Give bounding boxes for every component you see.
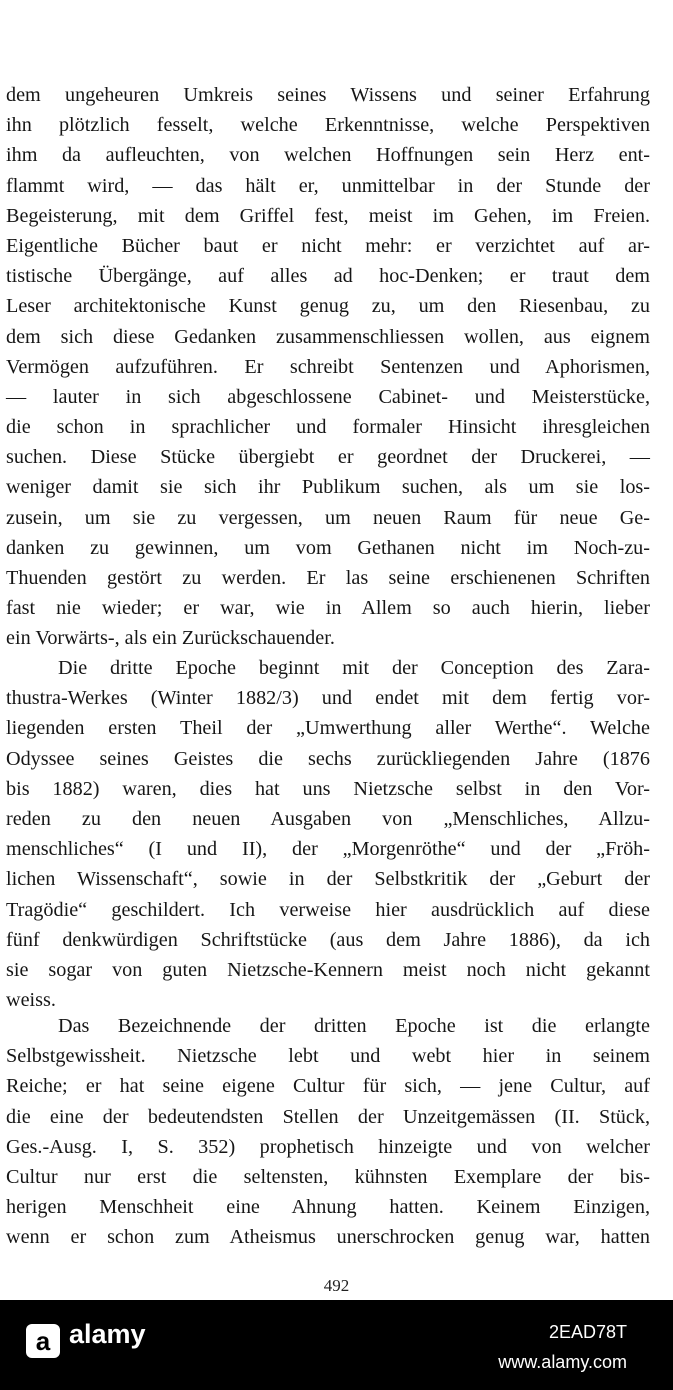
text-line: Vermögen aufzuführen. Er schreibt Sentenzen und Aphorismen, <box>6 355 650 378</box>
text-line: lichen Wissenschaft“, sowie in der Selbstkritik der „Geburt der <box>6 868 650 891</box>
stock-watermark-bar <box>0 1300 673 1390</box>
paragraph-1 <box>6 80 650 654</box>
text-line: menschliches“ (I und II), der „Morgenröthe“ und der „Fröh- <box>6 838 650 861</box>
text-line: dem ungeheuren Umkreis seines Wissens und seiner Erfahrung <box>6 84 650 106</box>
text-line: fast nie wieder; er war, wie in Allem so auch hierin, lieber <box>6 597 650 620</box>
page-number: 492 <box>323 1276 350 1295</box>
text-line: Reiche; er hat seine eigene Cultur für sich, — jene Cultur, auf <box>6 1075 650 1098</box>
text-line: ihn plötzlich fesselt, welche Erkenntnisse, welche Perspektiven <box>6 114 650 137</box>
alamy-logo-text: alamy <box>69 1319 146 1349</box>
text-line: thustra-Werkes (Winter 1882/3) und endet mit dem fertig vor- <box>6 687 650 710</box>
text-line: danken zu gewinnen, um vom Gethanen nicht im Noch-zu- <box>6 536 650 559</box>
text-line: dem sich diese Gedanken zusammenschliessen wollen, aus eignem <box>6 325 650 348</box>
paragraph-3 <box>6 1011 650 1253</box>
text-line: Cultur nur erst die seltensten, kühnsten Exemplare der bis- <box>6 1165 650 1188</box>
text-line: suchen. Diese Stücke übergiebt er geordnet der Druckerei, — <box>6 446 650 469</box>
alamy-logo-icon: a <box>26 1324 60 1358</box>
text-line: Begeisterung, mit dem Griffel fest, meist im Gehen, im Freien. <box>6 204 650 227</box>
text-line: ein Vorwärts-, als ein Zurückschauender. <box>6 627 335 650</box>
text-line: Leser architektonische Kunst genug zu, um den Riesenbau, zu <box>6 295 650 318</box>
image-id: 2EAD78T <box>548 1322 627 1342</box>
text-line: die eine der bedeutendsten Stellen der Unzeitgemässen (II. Stück, <box>6 1105 650 1128</box>
alamy-logo <box>26 1319 146 1358</box>
paragraph-2 <box>6 653 650 1015</box>
text-line: bis 1882) waren, dies hat uns Nietzsche selbst in den Vor- <box>6 777 650 800</box>
text-line: reden zu den neuen Ausgaben von „Menschliches, Allzu- <box>6 807 650 830</box>
text-line: sie sogar von guten Nietzsche-Kennern meist noch nicht gekannt <box>6 958 650 981</box>
text-line: herigen Menschheit eine Ahnung hatten. Keinem Einzigen, <box>6 1196 650 1219</box>
text-line: Odyssee seines Geistes die sechs zurückliegenden Jahre (1876 <box>6 747 650 770</box>
text-line: weniger damit sie sich ihr Publikum suchen, als um sie los- <box>6 476 650 499</box>
text-line: fünf denkwürdigen Schriftstücke (aus dem Jahre 1886), da ich <box>6 928 650 951</box>
text-line: Selbstgewissheit. Nietzsche lebt und webt hier in seinem <box>6 1045 650 1068</box>
text-line: tistische Übergänge, auf alles ad hoc-Denken; er traut dem <box>6 265 650 288</box>
text-line: Das Bezeichnende der dritten Epoche ist die erlangte <box>58 1015 650 1037</box>
text-line: liegenden ersten Theil der „Umwerthung aller Werthe“. Welche <box>6 717 650 740</box>
text-line: — lauter in sich abgeschlossene Cabinet- und Meisterstücke, <box>6 385 650 408</box>
text-line: flammt wird, — das hält er, unmittelbar in der Stunde der <box>6 174 650 197</box>
text-line: ihm da aufleuchten, von welchen Hoffnungen sein Herz ent- <box>6 144 650 167</box>
text-line: Thuenden gestört zu werden. Er las seine erschienenen Schriften <box>6 567 650 589</box>
text-line: Ges.-Ausg. I, S. 352) prophetisch hinzeigte und von welcher <box>6 1135 650 1158</box>
text-line: die schon in sprachlicher und formaler Hinsicht ihresgleichen <box>6 416 650 439</box>
text-line: Eigentliche Bücher baut er nicht mehr: er verzichtet auf ar- <box>6 234 650 257</box>
text-line: Die dritte Epoche beginnt mit der Conception des Zara- <box>58 657 650 679</box>
text-line: wenn er schon zum Atheismus unerschrocken genug war, hatten <box>6 1226 650 1249</box>
text-line: weiss. <box>6 989 56 1012</box>
text-line: zusein, um sie zu vergessen, um neuen Raum für neue Ge- <box>6 506 650 529</box>
site-url[interactable]: www.alamy.com <box>498 1352 627 1372</box>
text-line: Tragödie“ geschildert. Ich verweise hier ausdrücklich auf diese <box>6 898 650 921</box>
